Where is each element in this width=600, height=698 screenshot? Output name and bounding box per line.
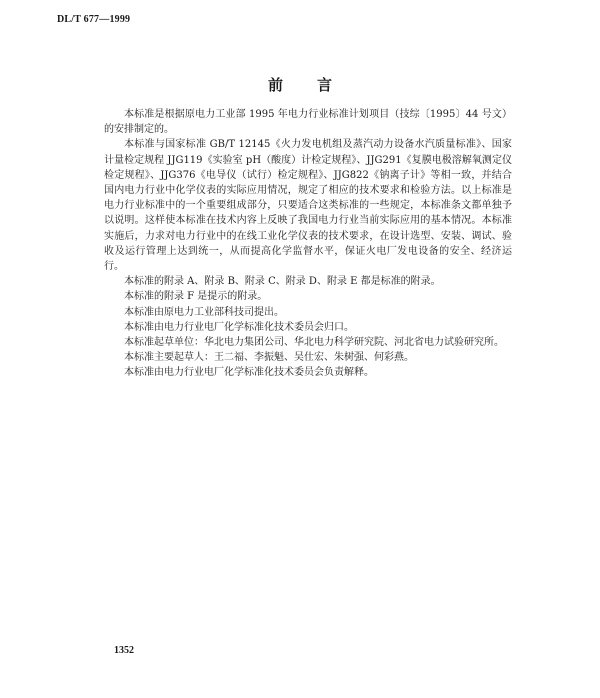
body-text [104, 107, 512, 381]
paragraph-drafting-units: 本标准起草单位：华北电力集团公司、华北电力科学研究院、河北省电力试验研究所。 [124, 337, 504, 349]
paragraph-drafters: 本标准主要起草人：王二福、李振魁、吴仕宏、朱树强、何彩燕。 [124, 352, 414, 364]
paragraph-administrator: 本标准由电力行业电厂化学标准化技术委员会归口。 [124, 321, 354, 333]
paragraph-informative-appendix: 本标准的附录 F 是提示的附录。 [124, 291, 268, 303]
paragraph-normative-appendices: 本标准的附录 A、附录 B、附录 C、附录 D、附录 E 都是标准的附录。 [124, 276, 441, 288]
paragraph-interpretation: 本标准由电力行业电厂化学标准化技术委员会负责解释。 [124, 367, 374, 379]
page-number: 1352 [114, 645, 134, 656]
page-title: 前言 [267, 76, 366, 94]
paragraph-origin: 本标准是根据原电力工业部 1995 年电力行业标准计划项目（技综〔1995〕44 号文）的安排制定的。 [104, 109, 512, 136]
paragraph-proposer: 本标准由原电力工业部科技司提出。 [124, 306, 284, 318]
standard-code: DL/T 677—1999 [57, 14, 131, 25]
paragraph-consistency: 本标准与国家标准 GB/T 12145《火力发电机组及蒸汽动力设备水汽质量标准》、国家计量检定规程 JJG119《实验室 pH（酸度）计检定规程》、JJG291《复膜电极溶解氧测定仪检定规程》、JJG376《电导仪（试行）检定规程》、JJG822《钠离子计》等相一致，并结合国内电力行业中化学仪表的实际应用情况，规定了相应的技术要求和检验方法。以上标准是电力行业标准中的一个重要组成部分，只要适合这类标准的一些规定，本标准条文都单独予以说明。这样使本标准在技术内容上反映了我国电力行业当前实际应用的基本情况。本标准实施后，力求对电力行业中的在线工业化学仪表的技术要求，在设计选型、安装、调试、验收及运行管理上达到统一，从而提高化学监督水平，保证火电厂发电设备的安全、经济运行。 [104, 139, 512, 273]
